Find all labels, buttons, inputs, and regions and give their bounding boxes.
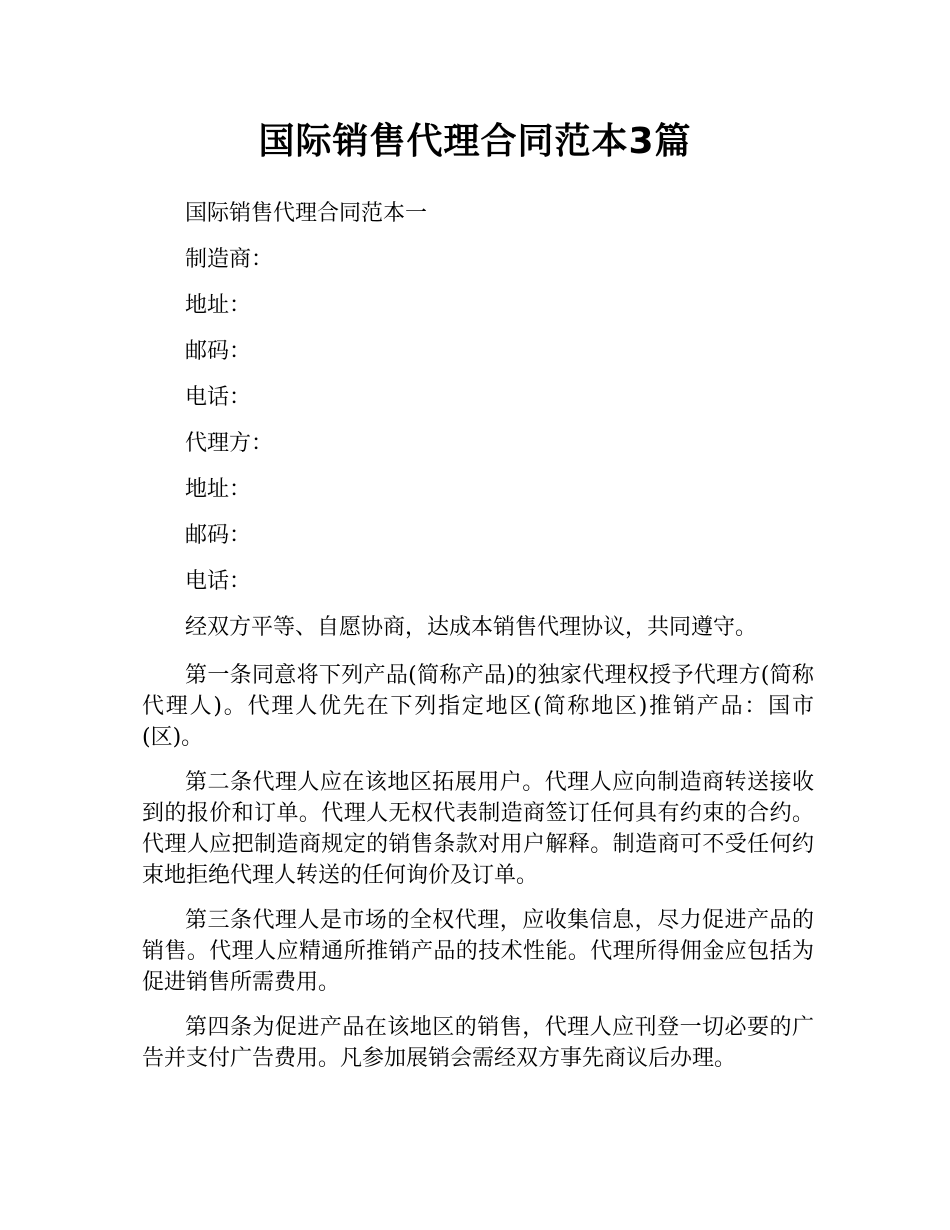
agent-label: 代理方： [185, 431, 274, 456]
agent-address-label: 地址： [185, 477, 252, 502]
document-body [142, 200, 814, 1088]
manufacturer-phone-label: 电话： [185, 385, 252, 410]
document-title: 国际销售代理合同范本3篇 [258, 121, 692, 162]
preamble-paragraph: 经双方平等、自愿协商，达成本销售代理协议，共同遵守。 [185, 615, 758, 640]
article-3-paragraph: 第三条代理人是市场的全权代理，应收集信息，尽力促进产品的销售。代理人应精通所推销产品的技术性能。代理所得佣金应包括为促进销售所需费用。 [142, 908, 814, 995]
agent-postcode-label: 邮码： [185, 523, 252, 548]
article-1-paragraph: 第一条同意将下列产品(简称产品)的独家代理权授予代理方(简称代理人)。代理人优先在下列指定地区(简称地区)推销产品：国市(区)。 [142, 663, 814, 750]
agent-phone-label: 电话： [185, 569, 252, 594]
manufacturer-address-label: 地址： [185, 293, 252, 318]
manufacturer-postcode-label: 邮码： [185, 339, 252, 364]
article-4-paragraph: 第四条为促进产品在该地区的销售，代理人应刊登一切必要的广告并支付广告费用。凡参加展销会需经双方事先商议后办理。 [142, 1015, 814, 1071]
contract-subtitle: 国际销售代理合同范本一 [185, 201, 428, 226]
article-2-paragraph: 第二条代理人应在该地区拓展用户。代理人应向制造商转送接收到的报价和订单。代理人无权代表制造商签订任何具有约束的合约。代理人应把制造商规定的销售条款对用户解释。制造商可不受任何约束地拒绝代理人转送的任何询价及订单。 [142, 770, 814, 888]
manufacturer-label: 制造商： [185, 247, 274, 272]
